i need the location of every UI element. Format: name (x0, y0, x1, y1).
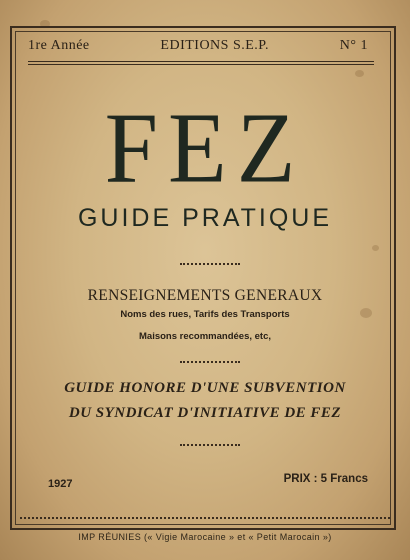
header-row (28, 38, 368, 58)
header-rule (28, 64, 374, 65)
bottom-rule (20, 515, 390, 521)
divider-ornament (180, 360, 240, 364)
divider-ornament (180, 262, 240, 266)
publisher-label: EDITIONS S.E.P. (160, 38, 270, 53)
section-heading: RENSEIGNEMENTS GENERAUX (87, 287, 323, 304)
divider-ornament (180, 443, 240, 447)
publication-year: 1927 (48, 478, 73, 490)
cover-subtitle: GUIDE PRATIQUE (77, 204, 333, 232)
cover-title: FEZ (104, 91, 306, 204)
section-line-1: Noms des rues, Tarifs des Transports (120, 309, 290, 320)
honor-line-1: GUIDE HONORE D'UNE SUBVENTION (64, 380, 346, 396)
honor-line-2: DU SYNDICAT D'INITIATIVE DE FEZ (68, 405, 342, 421)
edition-label: 1re Année (28, 38, 90, 53)
header-rule (28, 61, 374, 62)
section-line-2: Maisons recommandées, etc, (139, 331, 271, 342)
price-label: PRIX : 5 Francs (283, 473, 368, 485)
printer-imprint: IMP RÉUNIES (« Vigie Marocaine » et « Petit Marocain ») (78, 532, 332, 542)
issue-number: N° 1 (339, 38, 368, 53)
